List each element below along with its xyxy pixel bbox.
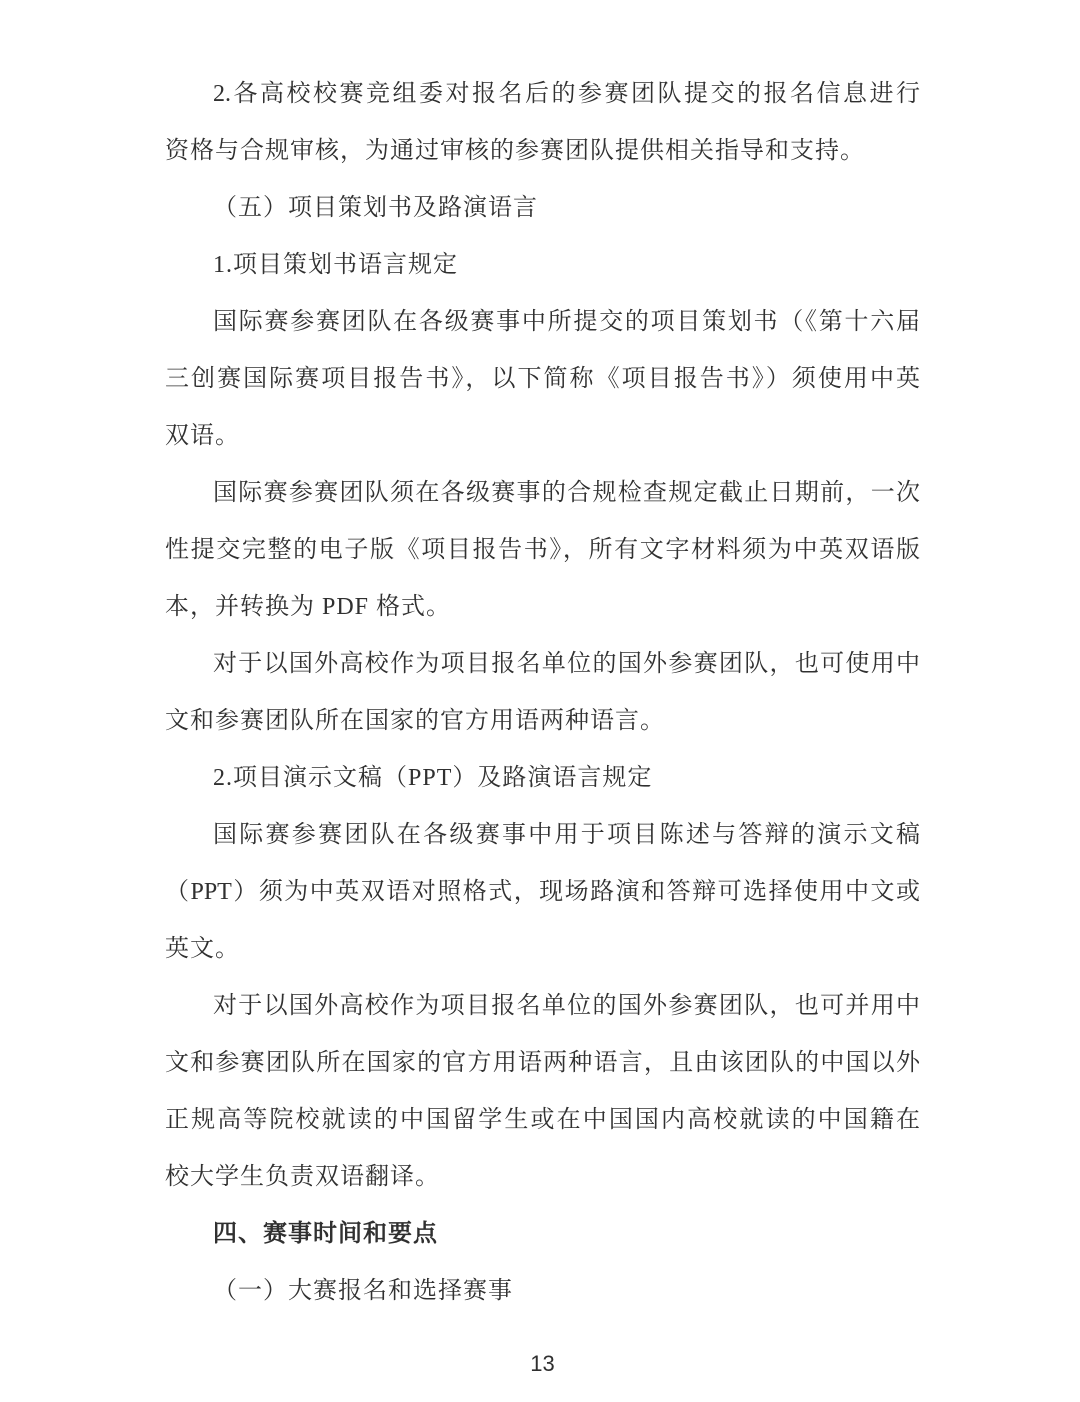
paragraph-line: 三创赛国际赛项目报告书》，以下简称《项目报告书》）须使用中英 xyxy=(165,366,920,392)
paragraph-line: 正规高等院校就读的中国留学生或在中国国内高校就读的中国籍在 xyxy=(165,1107,920,1133)
paragraph-line: 校大学生负责双语翻译。 xyxy=(165,1164,440,1190)
subsection-heading: 2.项目演示文稿（PPT）及路演语言规定 xyxy=(213,765,653,791)
subsection-heading: （一）大赛报名和选择赛事 xyxy=(213,1278,513,1304)
paragraph-line: 文和参赛团队所在国家的官方用语两种语言。 xyxy=(165,708,665,734)
paragraph-line: 性提交完整的电子版《项目报告书》，所有文字材料须为中英双语版 xyxy=(165,537,920,563)
subsection-heading: 1.项目策划书语言规定 xyxy=(213,252,458,278)
paragraph-line: 对于以国外高校作为项目报名单位的国外参赛团队，也可使用中 xyxy=(213,651,920,677)
paragraph-line: 文和参赛团队所在国家的官方用语两种语言，且由该团队的中国以外 xyxy=(165,1050,920,1076)
subsection-heading: （五）项目策划书及路演语言 xyxy=(213,195,538,221)
paragraph-line: 国际赛参赛团队在各级赛事中所提交的项目策划书（《第十六届 xyxy=(213,309,920,335)
section-heading: 四、赛事时间和要点 xyxy=(213,1221,438,1247)
paragraph-line: 资格与合规审核，为通过审核的参赛团队提供相关指导和支持。 xyxy=(165,138,865,164)
paragraph-line: 对于以国外高校作为项目报名单位的国外参赛团队，也可并用中 xyxy=(213,993,920,1019)
paragraph-line: 2.各高校校赛竞组委对报名后的参赛团队提交的报名信息进行 xyxy=(213,81,920,107)
paragraph-line: 国际赛参赛团队须在各级赛事的合规检查规定截止日期前，一次 xyxy=(213,480,920,506)
paragraph-line: 英文。 xyxy=(165,936,240,962)
paragraph-line: 双语。 xyxy=(165,423,240,449)
page-number: 13 xyxy=(530,1351,555,1376)
paragraph-line: （PPT）须为中英双语对照格式，现场路演和答辩可选择使用中文或 xyxy=(165,879,920,905)
paragraph-line: 国际赛参赛团队在各级赛事中用于项目陈述与答辩的演示文稿 xyxy=(213,822,920,848)
paragraph-line: 本，并转换为 PDF 格式。 xyxy=(165,594,452,620)
